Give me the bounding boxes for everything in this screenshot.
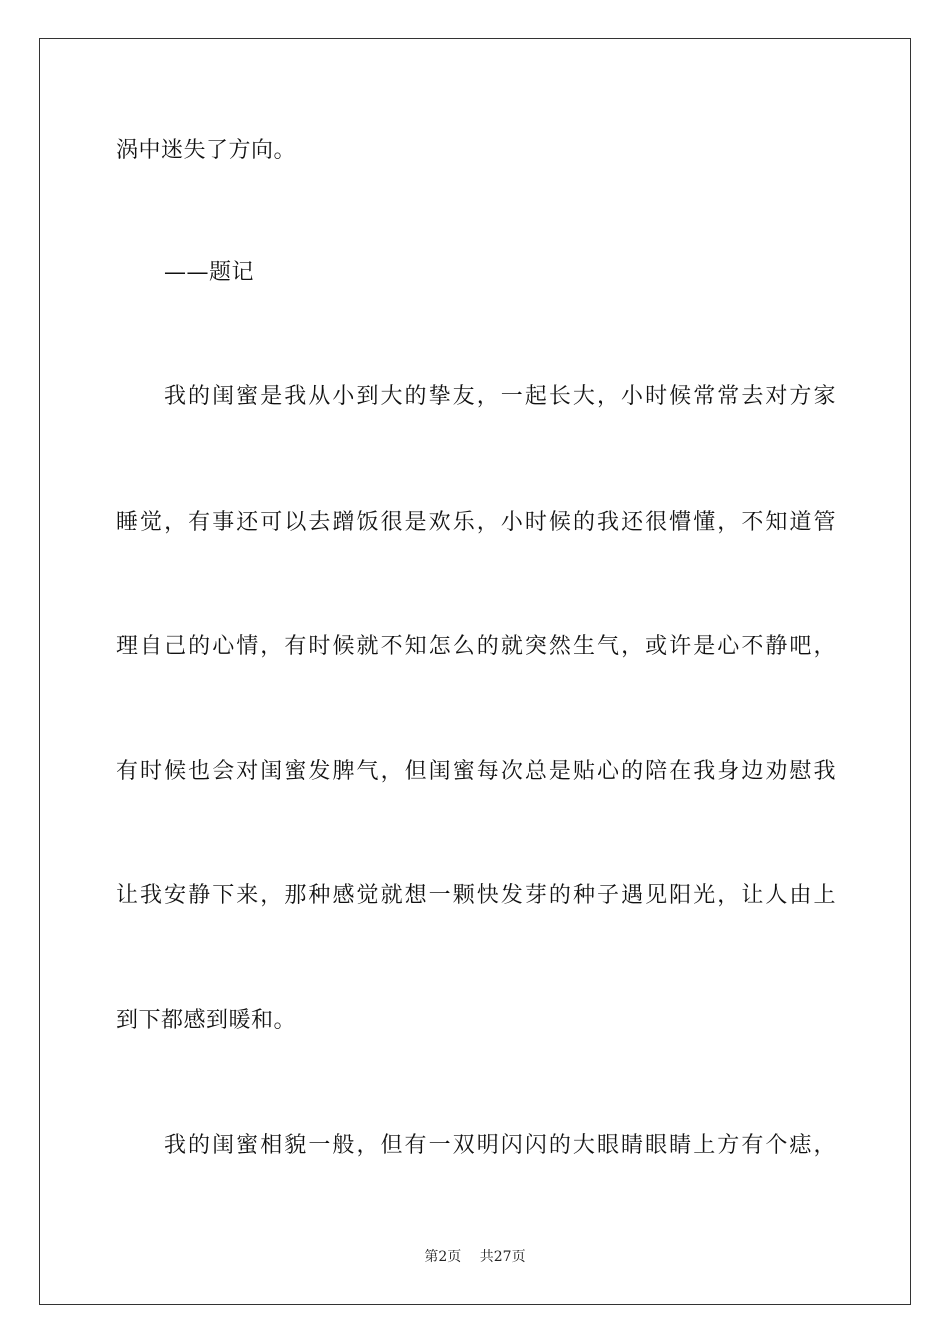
- paragraph-1-line-6: 到下都感到暖和。: [116, 1008, 297, 1033]
- page-number: 第2页: [424, 1249, 462, 1265]
- paragraph-1-line-1: 我的闺蜜是我从小到大的挚友，一起长大，小时候常常去对方家: [164, 384, 836, 409]
- page-footer: [0, 1247, 950, 1267]
- paragraph-1-line-3: 理自己的心情，有时候就不知怎么的就突然生气，或许是心不静吧，: [116, 634, 836, 659]
- page-border: [39, 38, 911, 1305]
- paragraph-1-line-2: 睡觉，有事还可以去蹭饭很是欢乐，小时候的我还很懵懂，不知道管: [116, 510, 836, 535]
- paragraph-1-line-4: 有时候也会对闺蜜发脾气，但闺蜜每次总是贴心的陪在我身边劝慰我: [116, 759, 836, 784]
- text-line-1: 涡中迷失了方向。: [116, 138, 297, 163]
- paragraph-1-line-5: 让我安静下来，那种感觉就想一颗快发芽的种子遇见阳光，让人由上: [116, 883, 836, 908]
- paragraph-2-line-1: 我的闺蜜相貌一般，但有一双明闪闪的大眼睛眼睛上方有个痣，: [164, 1133, 836, 1158]
- epigraph-attribution: ——题记: [164, 260, 255, 285]
- page-total: 共27页: [479, 1249, 526, 1265]
